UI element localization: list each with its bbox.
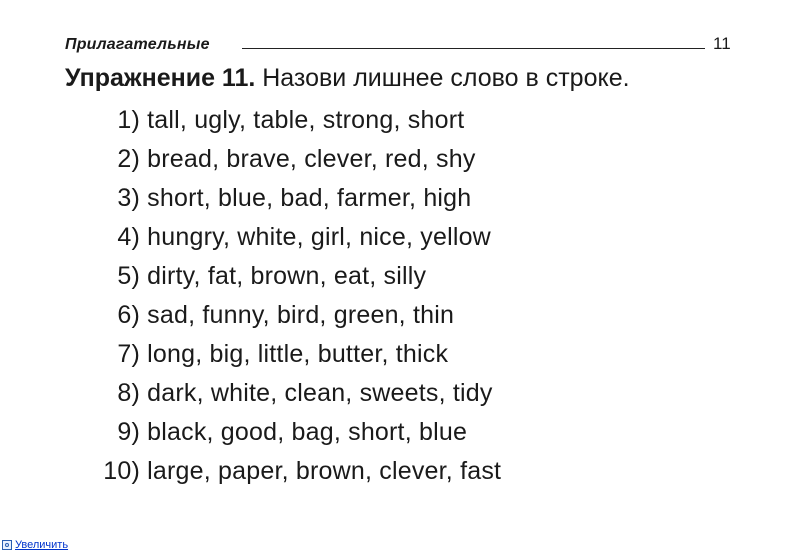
exercise-instruction: Назови лишнее слово в строке. — [262, 64, 630, 92]
list-item: 6) sad, funny, bird, green, thin — [117, 301, 455, 329]
list-item: 8) dark, white, clean, sweets, tidy — [117, 379, 493, 407]
list-item: 9) black, good, bag, short, blue — [117, 418, 468, 446]
exercise-heading — [65, 64, 630, 93]
page-header — [65, 34, 735, 56]
magnifier-icon[interactable] — [2, 540, 12, 550]
list-item: 10) large, paper, brown, clever, fast — [103, 457, 502, 485]
list-item: 1) tall, ugly, table, strong, short — [117, 106, 465, 134]
zoom-control[interactable] — [2, 539, 68, 551]
list-item: 5) dirty, fat, brown, eat, silly — [117, 262, 427, 290]
list-item: 7) long, big, little, butter, thick — [117, 340, 449, 368]
section-title: Прилагательные — [65, 36, 210, 53]
exercise-label: Упражнение 11. — [65, 64, 256, 92]
page-number: 11 — [713, 34, 731, 53]
zoom-link[interactable]: Увеличить — [15, 539, 69, 551]
list-item: 2) bread, brave, clever, red, shy — [117, 145, 476, 173]
header-rule — [242, 48, 705, 49]
list-item: 4) hungry, white, girl, nice, yellow — [117, 223, 491, 251]
list-item: 3) short, blue, bad, farmer, high — [117, 184, 472, 212]
